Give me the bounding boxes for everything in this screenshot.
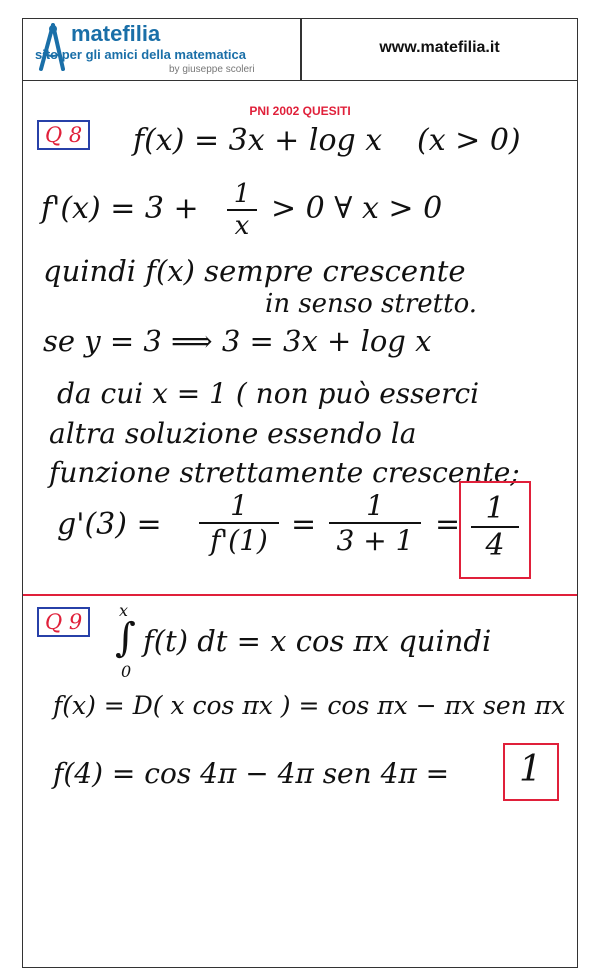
q9-evaluation-line: f(4) = cos 4π − 4π sen 4π = [53,757,450,790]
fraction-numerator: 1 [230,489,248,522]
author-credit: by giuseppe scoleri [169,64,255,75]
q8-answer-fraction [471,491,519,563]
website-link[interactable]: www.matefilia.it [379,39,500,56]
q8-function-definition: f(x) = 3x + log x [133,123,383,158]
q8-answer-box [459,481,531,579]
q8-justification-line: altra soluzione essendo la [49,417,417,450]
fraction-denominator: 4 [471,526,519,563]
fraction-numerator: 1 [233,179,251,209]
q9-answer-box [503,743,559,801]
page-header [23,19,577,81]
q8-equation-y3: se y = 3 ⟹ 3 = 3x + log x [43,324,432,358]
brand-tagline: sito per gli amici della matematica [35,47,246,62]
q8-domain-condition: (x > 0) [417,123,521,158]
q8-equals-sign-2: = [435,507,461,542]
integral-lower-limit: 0 [121,662,132,681]
question-label-q8: Q 8 [37,120,90,150]
q8-fraction-one [199,489,279,557]
fraction-denominator: x [227,209,257,241]
fraction-numerator: 1 [366,489,384,522]
q8-derivative: f'(x) = 3 + [41,191,199,226]
q9-answer-value: 1 [519,749,542,790]
q8-fraction-two [329,489,421,557]
fraction-denominator: f'(1) [199,522,279,557]
q8-derivative-fraction [227,179,257,241]
q8-equals-sign: = [291,507,317,542]
q8-derivative-condition: > 0 ∀ x > 0 [271,191,443,226]
document-sheet [22,18,578,968]
q8-inverse-derivative: g'(3) = [57,507,162,542]
section-separator [23,594,577,596]
q8-solution-line: da cui x = 1 ( non può esserci [57,377,480,410]
integral-sign: ∫ [115,615,136,661]
q9-derivative-line: f(x) = D( x cos πx ) = cos πx − πx sen πx [53,691,566,720]
page-title: PNI 2002 QUESITI [249,104,351,118]
brand-name: matefilia [71,21,161,46]
q8-justification-line-2: funzione strettamente crescente; [49,456,520,489]
q8-strict-sense: in senso stretto. [265,289,478,319]
question-label-q9: Q 9 [37,607,90,637]
q8-monotonic-statement: quindi f(x) sempre crescente [43,254,466,288]
fraction-numerator: 1 [485,491,505,526]
integral-upper-limit: x [119,601,129,620]
fraction-denominator: 3 + 1 [329,522,421,557]
q9-integral-equation: f(t) dt = x cos πx quindi [143,624,492,658]
